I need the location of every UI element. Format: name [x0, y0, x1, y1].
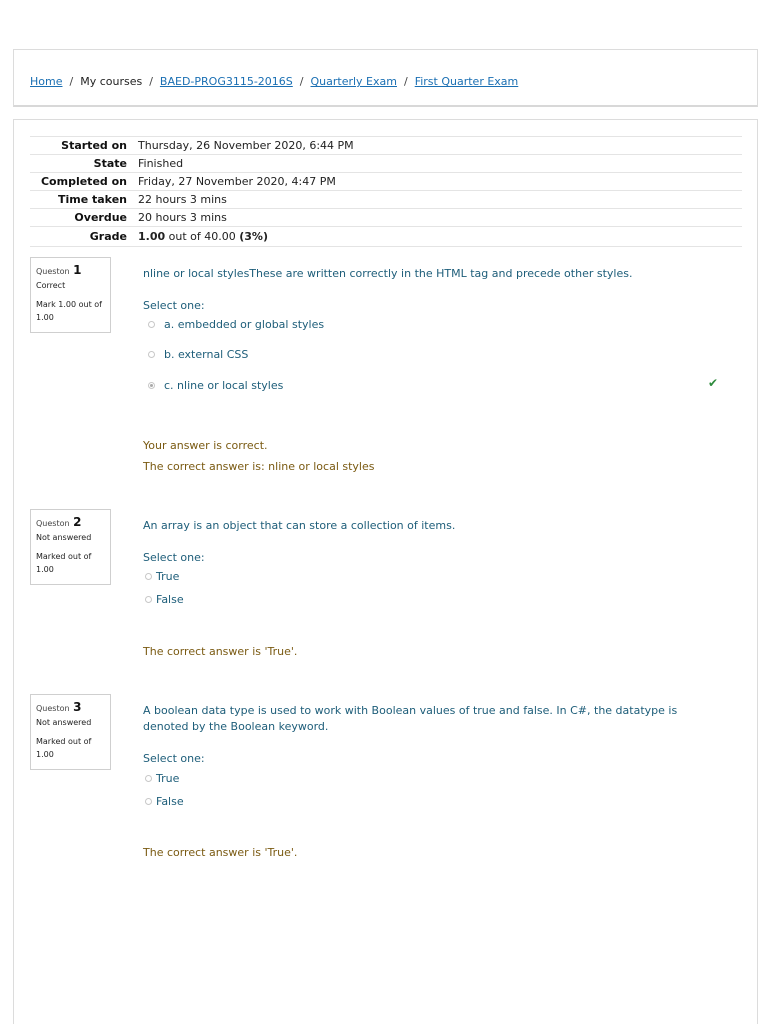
question-mark: Marked out of 1.00 [36, 552, 92, 574]
radio-button[interactable] [145, 798, 152, 805]
question-state: Correct [36, 281, 66, 290]
question-state: Not answered [36, 718, 92, 727]
summary-row-started [30, 137, 742, 155]
question-1-option-b[interactable] [148, 348, 248, 361]
question-number: Queston 3 [36, 700, 82, 714]
summary-row-time-taken [30, 191, 742, 209]
question-3-text: A boolean data type is used to work with Boolean values of true and false. In C#, the datatype is denoted by the Boolean keyword. [143, 704, 678, 733]
grade-percent: (3%) [239, 230, 268, 243]
breadcrumb-quiz-link[interactable]: First Quarter Exam [414, 75, 519, 88]
grade-out-of: out of 40.00 [168, 230, 236, 243]
question-mark: Marked out of 1.00 [36, 737, 92, 759]
time-taken-label: Time taken [57, 193, 127, 206]
breadcrumb-home-link[interactable]: Home [30, 75, 63, 88]
state-value: Finished [138, 157, 184, 170]
option-label: False [156, 593, 184, 606]
question-2-option-true[interactable] [145, 570, 179, 583]
grade-value [138, 227, 742, 247]
radio-button[interactable] [145, 573, 152, 580]
breadcrumb-separator: / [69, 75, 74, 88]
breadcrumb [30, 75, 518, 88]
breadcrumb-my-courses: My courses [80, 75, 143, 88]
option-label: True [156, 772, 180, 785]
question-1-right-answer: The correct answer is: nline or local styles [143, 460, 375, 473]
breadcrumb-separator: / [149, 75, 153, 88]
radio-button[interactable] [145, 775, 152, 782]
breadcrumb-course-link[interactable]: BAED-PROG3115-2016S [159, 75, 293, 88]
radio-button-checked[interactable] [148, 382, 155, 389]
time-taken-value: 22 hours 3 mins [138, 193, 227, 206]
breadcrumb-separator: / [403, 75, 408, 88]
option-label: c. nline or local styles [164, 379, 284, 392]
quiz-review-panel [13, 119, 758, 1024]
option-label: b. external CSS [164, 348, 249, 361]
completed-on-label: Completed on [40, 175, 127, 188]
question-1-option-a[interactable] [148, 318, 324, 331]
question-mark: Mark 1.00 out of 1.00 [36, 300, 102, 322]
option-label: True [156, 570, 180, 583]
overdue-label: Overdue [74, 211, 127, 224]
question-1-option-c[interactable] [148, 379, 283, 392]
question-1-select-one: Select one: [143, 299, 205, 312]
summary-row-overdue [30, 209, 742, 227]
summary-row-grade [30, 227, 742, 247]
option-label: False [156, 795, 184, 808]
question-2-right-answer: The correct answer is 'True'. [143, 645, 298, 658]
started-on-value: Thursday, 26 November 2020, 6:44 PM [138, 139, 354, 152]
grade-label: Grade [89, 230, 127, 243]
question-number: Queston 1 [36, 263, 82, 277]
question-1-feedback: Your answer is correct. [143, 439, 268, 452]
correct-check-icon: ✔ [708, 376, 719, 390]
radio-button[interactable] [148, 351, 155, 358]
breadcrumb-bar [13, 49, 758, 107]
completed-on-value: Friday, 27 November 2020, 4:47 PM [138, 175, 336, 188]
question-1-text: nline or local stylesThese are written correctly in the HTML tag and precede other styles. [143, 267, 633, 280]
summary-row-state [30, 155, 742, 173]
state-label: State [93, 157, 127, 170]
question-2-info [30, 509, 111, 585]
grade-score: 1.00 [138, 230, 166, 243]
question-1-info [30, 257, 111, 333]
question-3-option-true[interactable] [145, 772, 179, 785]
question-2-text: An array is an object that can store a collection of items. [143, 519, 456, 532]
question-3-right-answer: The correct answer is 'True'. [143, 846, 298, 859]
question-state: Not answered [36, 533, 92, 542]
option-label: a. embedded or global styles [164, 318, 325, 331]
summary-row-completed [30, 173, 742, 191]
question-3-info [30, 694, 111, 770]
started-on-label: Started on [61, 139, 127, 152]
breadcrumb-section-link[interactable]: Quarterly Exam [310, 75, 397, 88]
question-number: Queston 2 [36, 515, 82, 529]
question-2-select-one: Select one: [143, 551, 205, 564]
radio-button[interactable] [145, 596, 152, 603]
question-2-option-false[interactable] [145, 593, 184, 606]
question-3-option-false[interactable] [145, 795, 184, 808]
breadcrumb-separator: / [299, 75, 304, 88]
overdue-value: 20 hours 3 mins [138, 211, 227, 224]
attempt-summary-table [30, 136, 742, 247]
question-3-select-one: Select one: [143, 752, 205, 765]
radio-button[interactable] [148, 321, 155, 328]
